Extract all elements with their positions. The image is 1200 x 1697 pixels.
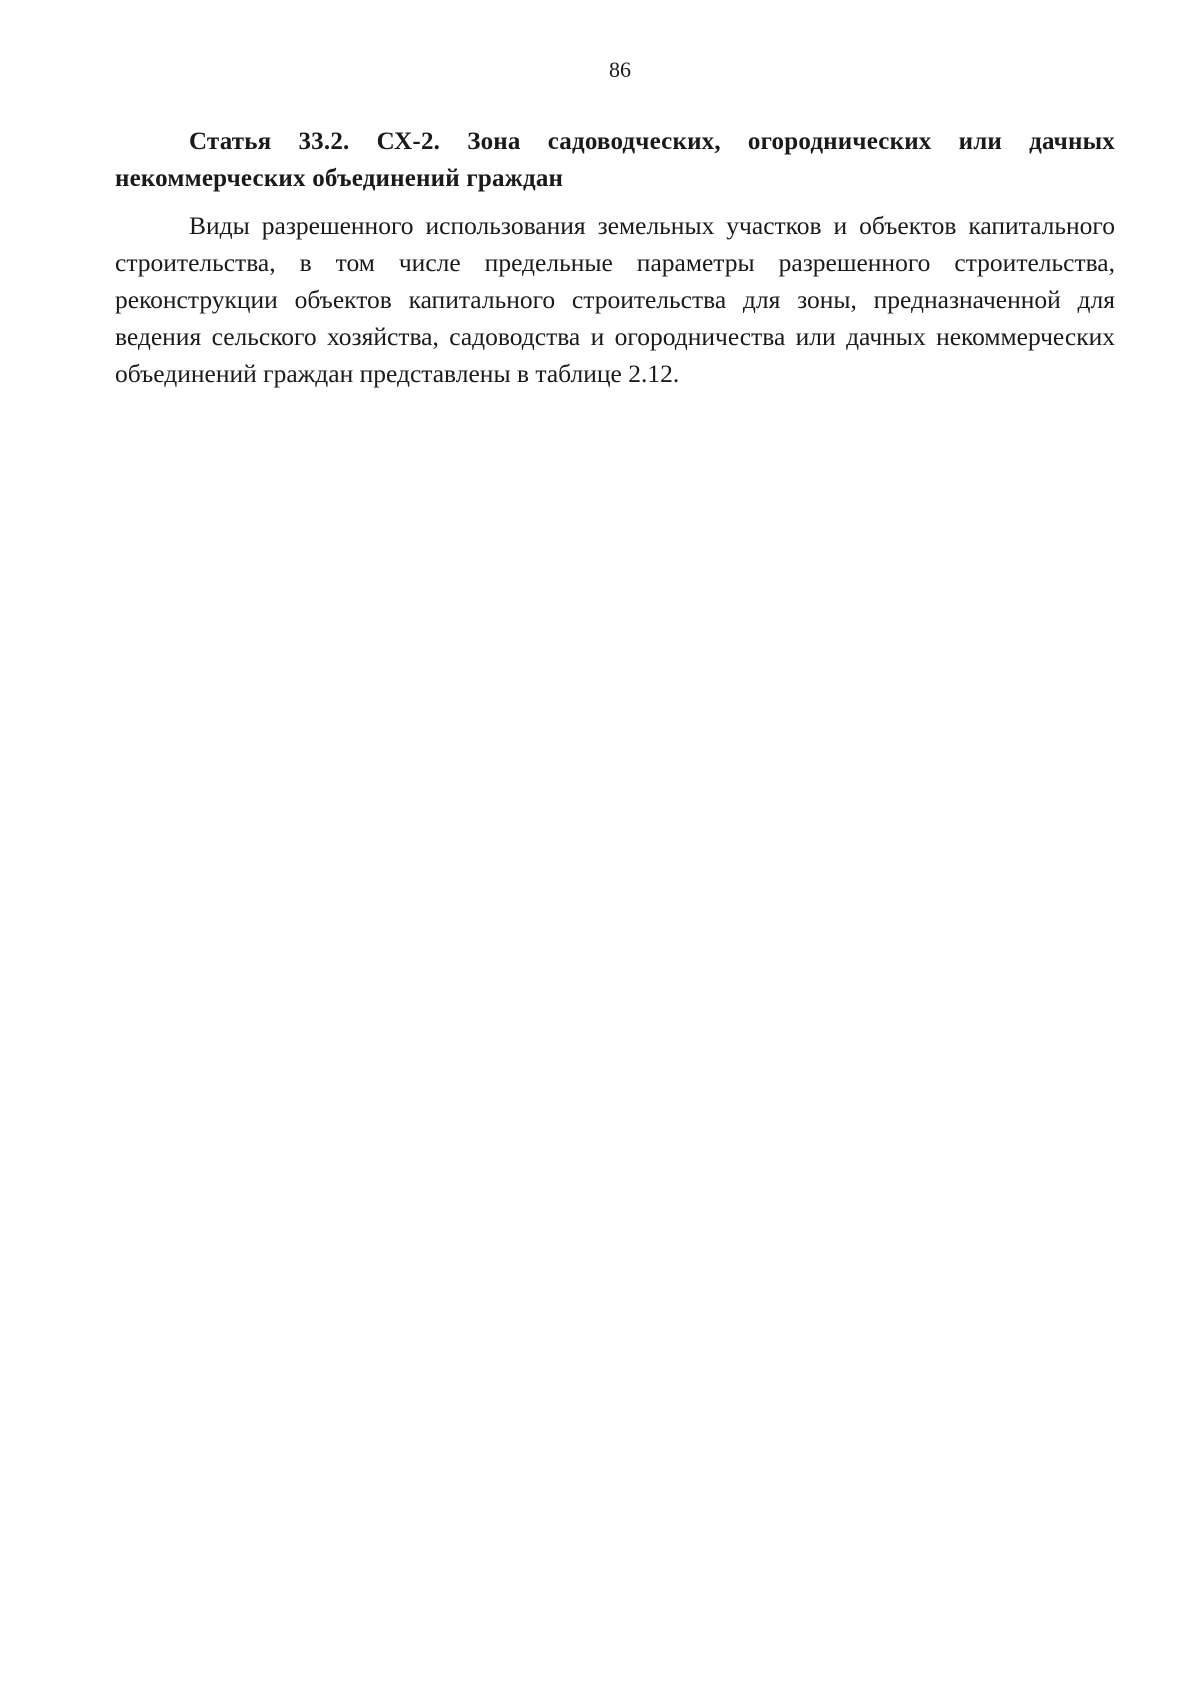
article-body-paragraph: Виды разрешенного использования земельных участков и объектов капитального строительства, в том числе предельные параметры разрешенного строительства, реконструкции объектов капитального строительства для зоны, предназначенной для ведения сельского хозяйства, садоводства и огородничества или дачных некоммерческих объединений граждан представлены в таблице 2.12. [115, 211, 1115, 388]
article-content [115, 123, 1115, 392]
article-heading: Статья 33.2. СХ-2. Зона садоводческих, огороднических или дачных некоммерческих объединений граждан [115, 128, 1115, 192]
page-number: 86 [609, 57, 631, 82]
